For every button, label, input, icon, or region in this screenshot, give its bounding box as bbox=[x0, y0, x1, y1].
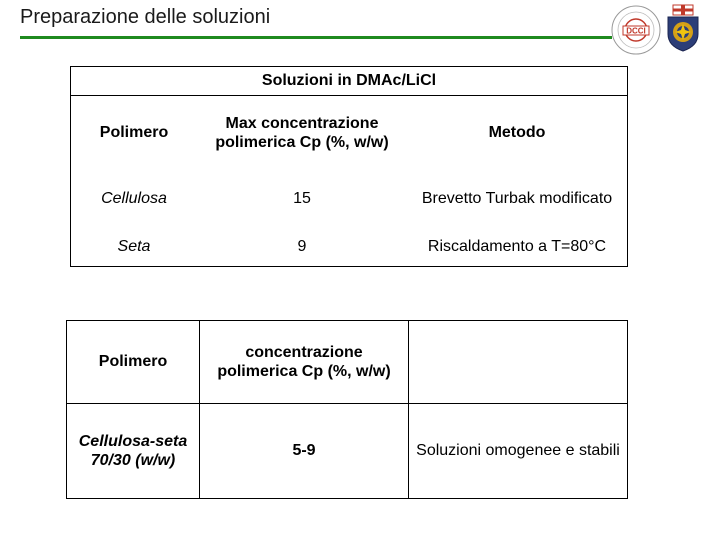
header-empty bbox=[409, 321, 628, 404]
cell-method: Brevetto Turbak modificato bbox=[407, 171, 628, 228]
header-metodo: Metodo bbox=[407, 96, 628, 171]
table-row bbox=[67, 404, 628, 499]
cell-concentration: 5-9 bbox=[200, 404, 409, 499]
university-crest-logo bbox=[664, 4, 702, 52]
table-caption: Soluzioni in DMAc/LiCl bbox=[71, 67, 628, 96]
header-concentrazione: concentrazione polimerica Cp (%, w/w) bbox=[200, 321, 409, 404]
cell-concentration: 9 bbox=[198, 228, 407, 267]
header-polimero: Polimero bbox=[71, 96, 198, 171]
table-row bbox=[71, 171, 628, 228]
dcci-logo bbox=[610, 4, 662, 56]
header-max-concentrazione: Max concentrazione polimerica Cp (%, w/w) bbox=[198, 96, 407, 171]
dmac-solutions-table bbox=[70, 66, 628, 267]
cell-result: Soluzioni omogenee e stabili bbox=[409, 404, 628, 499]
cell-concentration: 15 bbox=[198, 171, 407, 228]
blend-solutions-table bbox=[66, 320, 628, 499]
header-polimero: Polimero bbox=[67, 321, 200, 404]
table-row bbox=[71, 228, 628, 267]
page-title: Preparazione delle soluzioni bbox=[20, 6, 271, 28]
dcci-logo-text: DCCI bbox=[626, 26, 646, 36]
cell-polymer: Cellulosa bbox=[71, 171, 198, 228]
cell-method: Riscaldamento a T=80°C bbox=[407, 228, 628, 267]
cell-polymer: Cellulosa-seta 70/30 (w/w) bbox=[67, 404, 200, 499]
cell-polymer: Seta bbox=[71, 228, 198, 267]
title-underline bbox=[20, 36, 612, 39]
